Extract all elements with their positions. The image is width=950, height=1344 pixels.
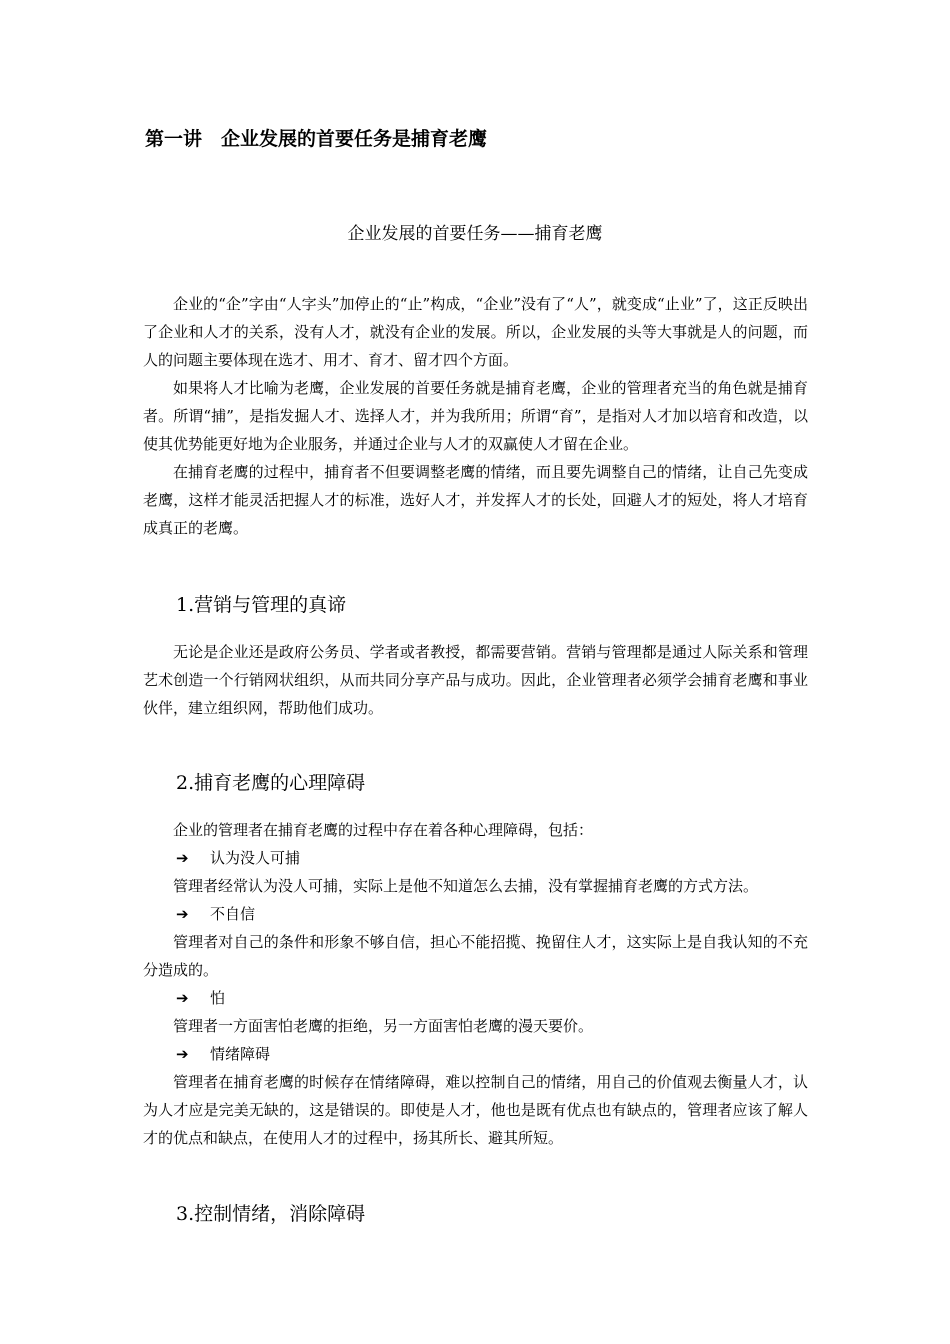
bullet-item-4 <box>143 1040 808 1068</box>
bullet-text-4: 管理者在捕育老鹰的时候存在情绪障碍，难以控制自己的情绪，用自己的价值观去衡量人才，认为人才应是完美无缺的，这是错误的。即使是人才，他也是既有优点也有缺点的，管理者应该了解人才的优点和缺点，在使用人才的过程中，扬其所长、避其所短。 <box>143 1073 808 1147</box>
bullet-label: 怕 <box>210 989 226 1007</box>
section-1-heading: 1.营销与管理的真谛 <box>176 594 347 616</box>
intro-paragraph-2: 如果将人才比喻为老鹰，企业发展的首要任务就是捕育老鹰，企业的管理者充当的角色就是捕育者。所谓“捕”，是指发掘人才、选择人才，并为我所用；所谓“育”，是指对人才加以培育和改造，以使其优势能更好地为企业服务，并通过企业与人才的双赢使人才留在企业。 <box>143 379 808 453</box>
section-2-heading: 2.捕育老鹰的心理障碍 <box>176 772 366 794</box>
section-2-intro: 企业的管理者在捕育老鹰的过程中存在着各种心理障碍，包括： <box>173 821 594 839</box>
section-1-paragraph: 无论是企业还是政府公务员、学者或者教授，都需要营销。营销与管理都是通过人际关系和管理艺术创造一个行销网状组织，从而共同分享产品与成功。因此，企业管理者必须学会捕育老鹰和事业伙伴，建立组织网，帮助他们成功。 <box>143 643 808 717</box>
bullet-label: 情绪障碍 <box>210 1045 271 1063</box>
right-arrow-icon: ➔ <box>176 1045 189 1063</box>
right-arrow-icon: ➔ <box>176 989 189 1007</box>
right-arrow-icon: ➔ <box>176 849 189 867</box>
intro-paragraph-1: 企业的“企”字由“人字头”加停止的“止”构成，“企业”没有了“人”，就变成“止业”了，这正反映出了企业和人才的关系，没有人才，就没有企业的发展。所以，企业发展的头等大事就是人的问题，而人的问题主要体现在选才、用才、育才、留才四个方面。 <box>143 295 808 369</box>
lecture-subtitle: 企业发展的首要任务——捕育老鹰 <box>347 224 603 244</box>
bullet-item-2 <box>143 900 808 928</box>
intro-paragraph-3: 在捕育老鹰的过程中，捕育者不但要调整老鹰的情绪，而且要先调整自己的情绪，让自己先变成老鹰，这样才能灵活把握人才的标准，选好人才，并发挥人才的长处，回避人才的短处，将人才培育成真正的老鹰。 <box>143 463 808 537</box>
section-3-heading: 3.控制情绪，消除障碍 <box>176 1203 366 1225</box>
bullet-text-2: 管理者对自己的条件和形象不够自信，担心不能招揽、挽留住人才，这实际上是自我认知的不充分造成的。 <box>143 933 808 979</box>
lecture-title: 第一讲 企业发展的首要任务是捕育老鹰 <box>145 128 488 150</box>
bullet-label: 不自信 <box>210 905 256 923</box>
bullet-item-3 <box>143 984 808 1012</box>
bullet-text-3: 管理者一方面害怕老鹰的拒绝，另一方面害怕老鹰的漫天要价。 <box>173 1017 594 1035</box>
bullet-text-1: 管理者经常认为没人可捕，实际上是他不知道怎么去捕，没有掌握捕育老鹰的方式方法。 <box>173 877 759 895</box>
bullet-item-1 <box>143 844 808 872</box>
right-arrow-icon: ➔ <box>176 905 189 923</box>
document-body <box>143 290 808 1229</box>
bullet-label: 认为没人可捕 <box>210 849 301 867</box>
